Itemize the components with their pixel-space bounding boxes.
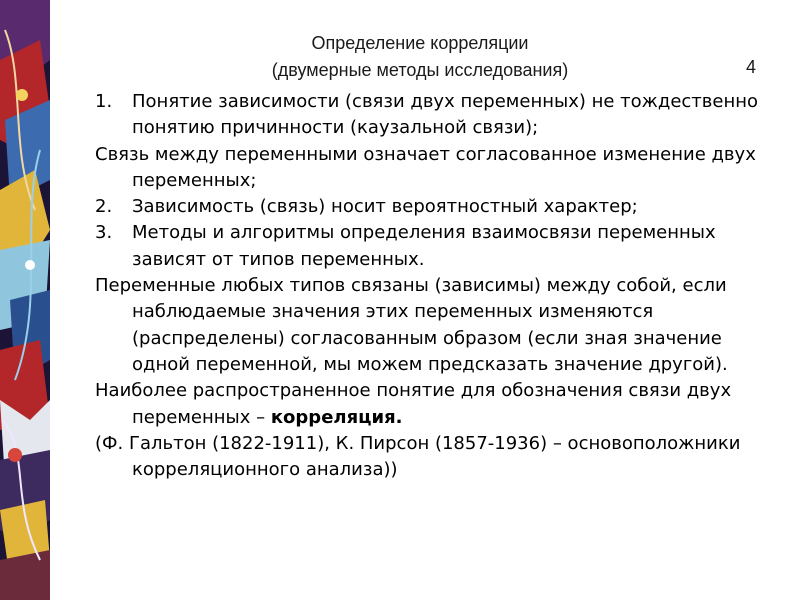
item-number: 2. <box>95 196 113 218</box>
item-text: Наиболее распространенное понятие для обозначения связи двух переменных – <box>95 380 732 428</box>
bold-term: корреляция. <box>270 406 403 428</box>
decorative-art-strip <box>0 0 50 600</box>
item-text: Связь между переменными означает согласованное изменение двух переменных; <box>95 143 756 191</box>
item-number: 3. <box>95 222 113 244</box>
list-item <box>95 431 785 484</box>
item-text: Понятие зависимости (связи двух переменных) не тождественно понятию причинности (каузальной связи); <box>132 91 759 139</box>
item-text: Переменные любых типов связаны (зависимы) между собой, если наблюдаемые значения этих переменных изменяются (распределены) согласованным образом (если зная значение одной переменной, мы можем предсказать значение другой). <box>95 275 728 375</box>
item-text: Зависимость (связь) носит вероятностный характер; <box>132 196 638 218</box>
list-item <box>95 194 785 220</box>
item-number: 1. <box>95 91 113 112</box>
list-item <box>95 273 785 378</box>
item-text: Методы и алгоритмы определения взаимосвязи переменных зависят от типов переменных. <box>132 222 716 270</box>
slide-title <box>150 30 690 84</box>
list-item <box>95 89 785 142</box>
abstract-art-image <box>0 0 50 600</box>
list-item <box>95 220 785 273</box>
list-item <box>95 378 785 431</box>
title-line-2: (двумерные методы исследования) <box>271 60 569 80</box>
list-item <box>95 142 785 195</box>
item-text: (Ф. Гальтон (1822-1911), К. Пирсон (1857-1936) – основоположники корреляционного анализа)) <box>95 432 741 481</box>
slide-body <box>95 89 785 483</box>
title-line-1: Определение корреляции <box>311 33 529 53</box>
page-number: 4 <box>746 57 757 77</box>
